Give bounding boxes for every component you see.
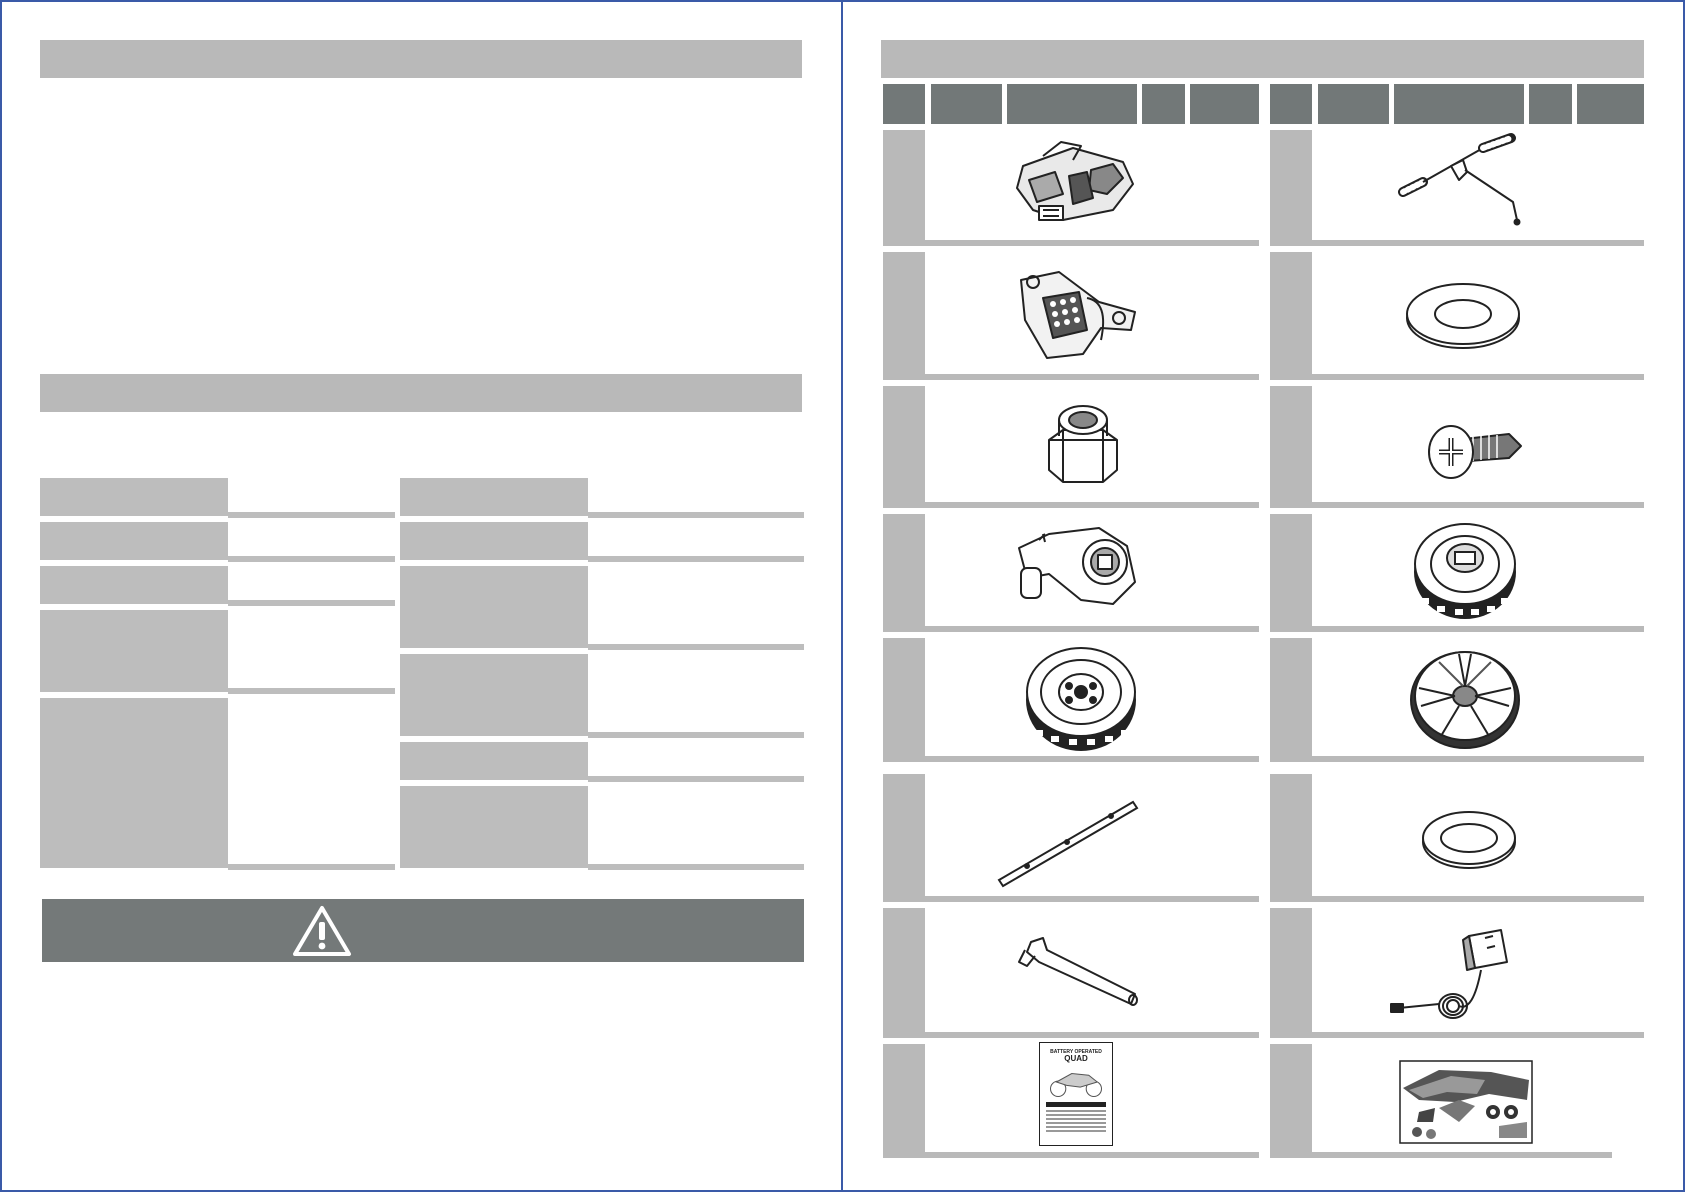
row-divider	[1312, 240, 1644, 246]
gearbox-motor-icon	[1009, 518, 1149, 618]
spec-value	[228, 522, 395, 562]
booklet-text-line	[1046, 1114, 1106, 1116]
part-number-cell	[883, 252, 925, 380]
washer-icon	[1419, 808, 1519, 872]
row-divider	[1312, 1152, 1612, 1158]
lock-nut-icon	[1043, 396, 1123, 492]
row-divider	[925, 756, 1259, 762]
wrench-icon	[1013, 932, 1153, 1012]
row-divider	[925, 1152, 1259, 1158]
part-number-cell	[883, 514, 925, 632]
spec-value	[228, 610, 395, 694]
spec-value	[588, 654, 804, 738]
spec-label	[40, 610, 228, 692]
spec-value	[588, 786, 804, 870]
booklet-text-line	[1046, 1126, 1106, 1128]
header-cell	[1318, 84, 1389, 124]
header-cell	[1577, 84, 1644, 124]
header-cell	[1529, 84, 1572, 124]
section-header-band	[40, 40, 802, 78]
part-number-cell	[1270, 1044, 1312, 1158]
spec-value	[588, 522, 804, 562]
section-header-band	[881, 40, 1644, 78]
right-page	[841, 0, 1685, 1192]
front-wheel-icon	[1409, 518, 1521, 622]
part-number-cell	[1270, 252, 1312, 380]
part-number-cell	[1270, 514, 1312, 632]
spec-value	[228, 566, 395, 606]
header-cell	[1394, 84, 1524, 124]
booklet-text-line	[1046, 1110, 1106, 1112]
part-number-cell	[1270, 386, 1312, 508]
part-number-cell	[1270, 774, 1312, 902]
screw-icon	[1425, 416, 1525, 486]
row-divider	[925, 240, 1259, 246]
header-cell	[1190, 84, 1259, 124]
sticker-sheet-icon	[1399, 1060, 1533, 1144]
row-divider	[925, 896, 1259, 902]
washer-icon	[1403, 282, 1523, 352]
spec-label	[400, 654, 588, 736]
booklet-title-line1: BATTERY OPERATED	[1050, 1049, 1102, 1055]
header-cell-no	[883, 84, 925, 124]
booklet-bar	[1046, 1102, 1106, 1107]
warning-bar	[42, 899, 804, 962]
rear-wheel-icon	[1021, 642, 1141, 754]
hubcap-icon	[1407, 644, 1523, 752]
spec-label	[400, 786, 588, 868]
header-cell	[931, 84, 1002, 124]
row-divider	[1312, 1032, 1644, 1038]
part-number-cell	[1270, 908, 1312, 1038]
header-cell	[1142, 84, 1185, 124]
spec-value	[588, 742, 804, 782]
charger-icon	[1389, 922, 1519, 1026]
spec-label	[400, 522, 588, 560]
row-divider	[1312, 502, 1644, 508]
spec-label	[400, 742, 588, 780]
row-divider	[925, 502, 1259, 508]
row-divider	[1312, 896, 1644, 902]
part-number-cell	[1270, 638, 1312, 762]
spec-label	[40, 566, 228, 604]
row-divider	[1312, 756, 1644, 762]
part-number-cell	[1270, 130, 1312, 246]
header-cell-no	[1270, 84, 1312, 124]
section-header-band	[40, 374, 802, 412]
booklet-text-line	[1046, 1122, 1106, 1124]
spec-value	[588, 478, 804, 518]
header-cell	[1007, 84, 1137, 124]
warning-triangle-icon	[292, 905, 352, 957]
part-number-cell	[883, 386, 925, 508]
part-number-cell	[883, 1044, 925, 1158]
spec-label	[40, 478, 228, 516]
spec-label	[400, 478, 588, 516]
part-number-cell	[883, 130, 925, 246]
row-divider	[925, 626, 1259, 632]
booklet-quad-illustration-icon	[1046, 1065, 1106, 1099]
footrest-icon	[1003, 258, 1143, 366]
spec-value	[588, 566, 804, 650]
part-number-cell	[883, 774, 925, 902]
spec-value	[228, 478, 395, 518]
part-number-cell	[883, 908, 925, 1038]
spec-label	[40, 698, 228, 868]
spec-value	[228, 698, 395, 870]
row-divider	[1312, 626, 1644, 632]
spec-label	[400, 566, 588, 648]
handlebar-icon	[1393, 132, 1533, 232]
booklet-text-line	[1046, 1130, 1106, 1132]
row-divider	[925, 1032, 1259, 1038]
manual-booklet-icon	[1039, 1042, 1113, 1146]
row-divider	[925, 374, 1259, 380]
booklet-title-line2: QUAD	[1064, 1054, 1088, 1063]
spec-label	[40, 522, 228, 560]
part-number-cell	[883, 638, 925, 762]
axle-rod-icon	[993, 792, 1143, 888]
booklet-text-line	[1046, 1118, 1106, 1120]
quad-body-icon	[1003, 136, 1143, 236]
row-divider	[1312, 374, 1644, 380]
